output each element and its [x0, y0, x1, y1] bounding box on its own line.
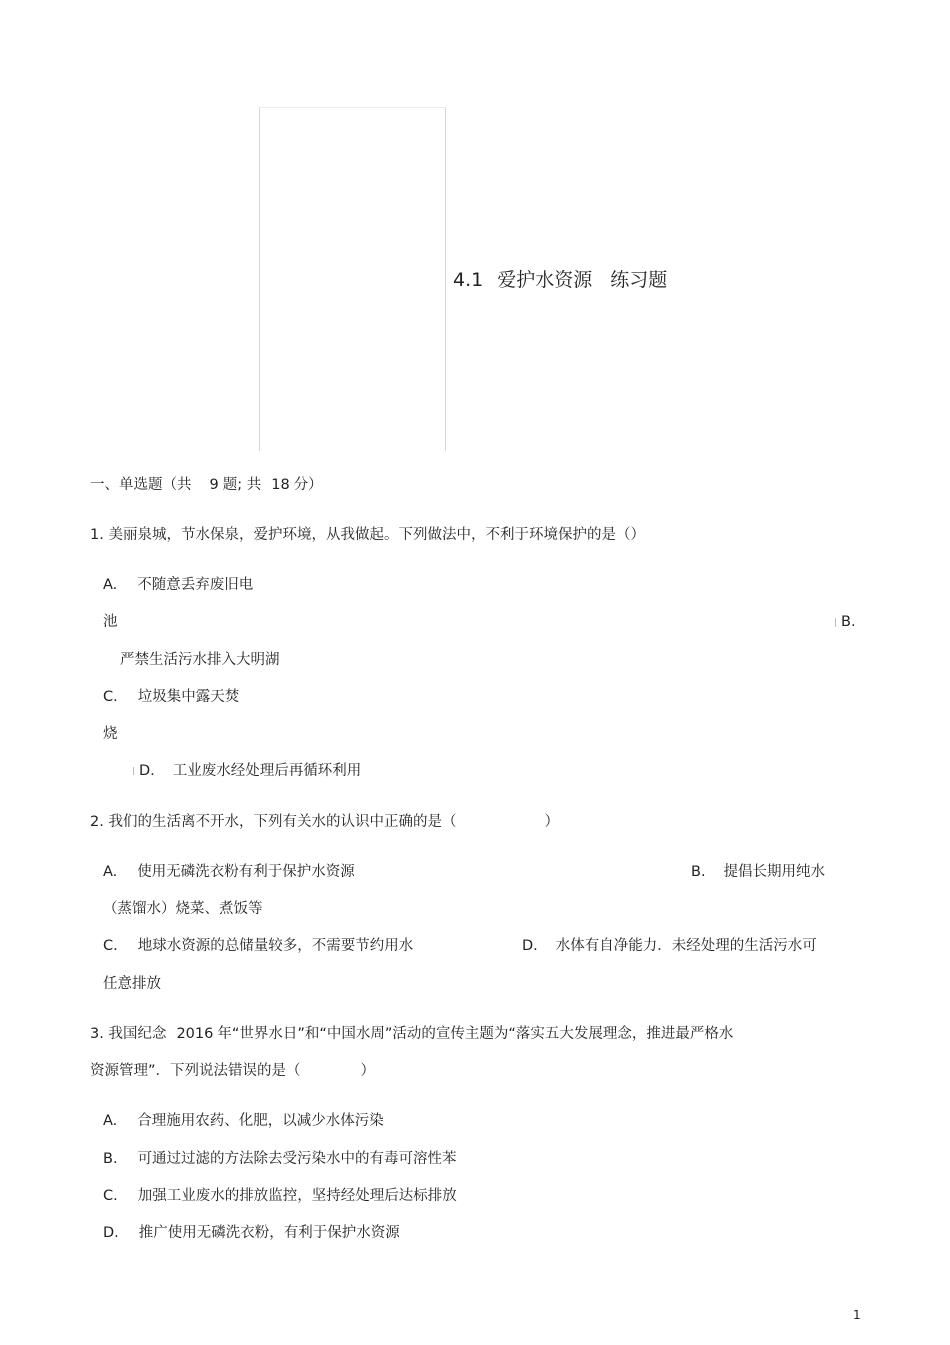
title-sub: 练习题 — [610, 269, 668, 291]
q1-option-c-wrap: 烧 — [103, 726, 118, 742]
q2-option-c[interactable]: C. 地球水资源的总储量较多，不需要节约用水 — [103, 938, 414, 954]
q2-option-b-wrap: （蒸馏水）烧菜、煮饭等 — [103, 901, 263, 917]
option-marker — [133, 767, 134, 775]
title-frame — [259, 107, 446, 451]
q3-option-b[interactable]: B. 可通过过滤的方法除去受污染水中的有毒可溶性苯 — [103, 1151, 457, 1167]
q1-option-d[interactable]: D. 工业废水经处理后再循环利用 — [139, 763, 362, 779]
q1-option-a-wrap: 池 — [103, 614, 118, 630]
page-number: 1 — [853, 1308, 861, 1322]
q3-option-c[interactable]: C. 加强工业废水的排放监控，坚持经处理后达标排放 — [103, 1188, 457, 1204]
title-main: 爱护水资源 — [497, 269, 593, 291]
q2-option-d-wrap: 任意排放 — [103, 976, 161, 992]
question-1-stem: 1. 美丽泉城，节水保泉，爱护环境，从我做起。下列做法中，不利于环境保护的是（） — [90, 527, 645, 543]
q1-option-b-text: 严禁生活污水排入大明湖 — [120, 652, 280, 668]
question-3-stem-line2: 资源管理”．下列说法错误的是（ ） — [90, 1063, 376, 1079]
q1-option-b-label[interactable]: B. — [841, 614, 856, 630]
q1-option-a[interactable]: A. 不随意丢弃废旧电 — [103, 577, 254, 593]
q2-option-d[interactable]: D. 水体有自净能力．未经处理的生活污水可 — [522, 938, 817, 954]
question-2-stem: 2. 我们的生活离不开水，下列有关水的认识中正确的是（ ） — [90, 814, 559, 830]
title-number: 4.1 — [453, 269, 484, 291]
section-heading: 一、单选题（共 9 题; 共 18 分） — [90, 477, 323, 493]
question-3-stem-line1: 3. 我国纪念 2016 年“世界水日”和“中国水周”活动的宣传主题为“落实五大发展理念，推进最严格水 — [90, 1026, 734, 1042]
q3-option-a[interactable]: A. 合理施用农药、化肥，以减少水体污染 — [103, 1113, 384, 1129]
option-marker — [835, 618, 836, 627]
q1-option-c[interactable]: C. 垃圾集中露天焚 — [103, 689, 240, 705]
q2-option-a[interactable]: A. 使用无磷洗衣粉有利于保护水资源 — [103, 864, 355, 880]
page-title — [453, 268, 667, 292]
q2-option-b[interactable]: B. 提倡长期用纯水 — [691, 864, 826, 880]
q3-option-d[interactable]: D. 推广使用无磷洗衣粉，有利于保护水资源 — [103, 1225, 400, 1241]
